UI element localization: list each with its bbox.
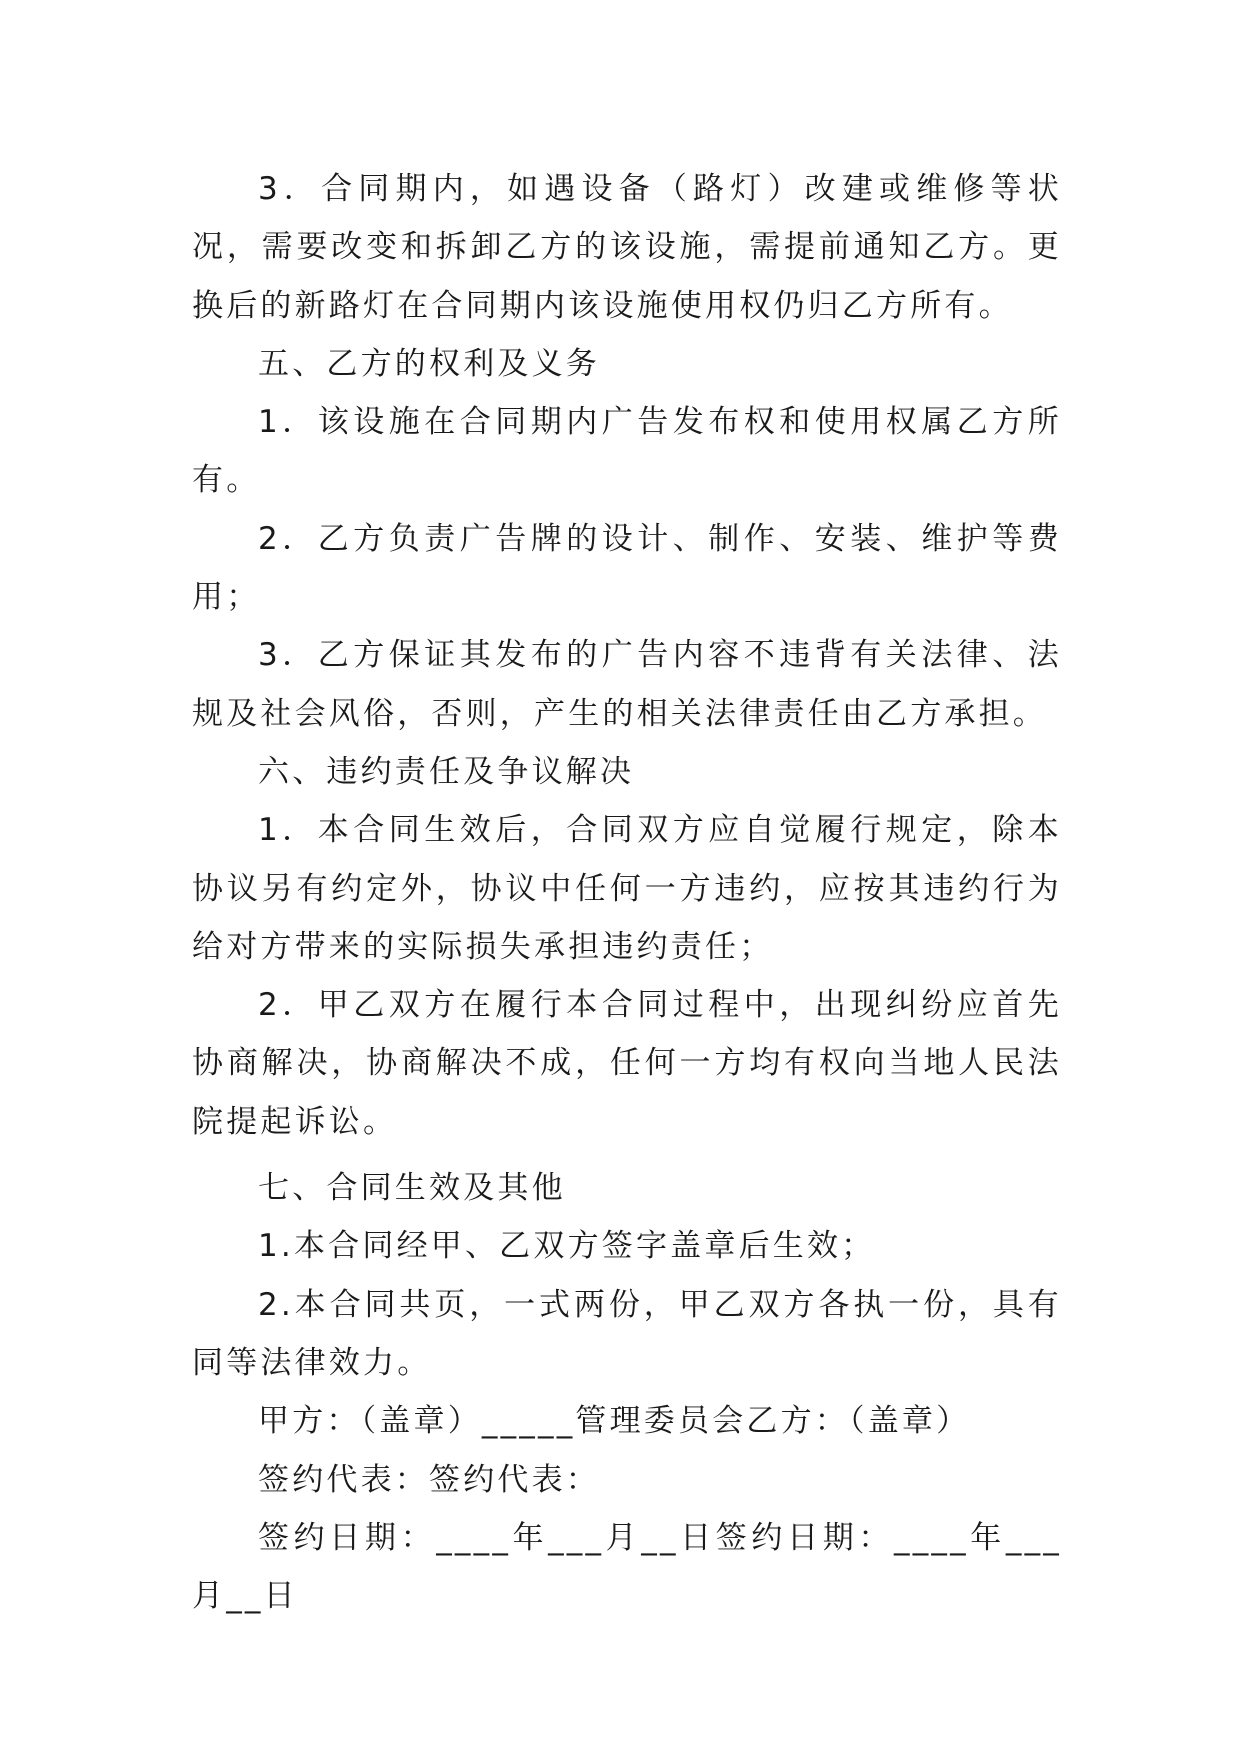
clause-5-2: 2．乙方负责广告牌的设计、制作、安装、维护等费用；: [192, 520, 1062, 616]
clause-6-1: 1．本合同生效后，合同双方应自觉履行规定，除本协议另有约定外，协议中任何一方违约，应按其违约行为给对方带来的实际损失承担违约责任；: [192, 812, 1062, 965]
signature-party-line: 甲方：（盖章）_____管理委员会乙方：（盖章）: [258, 1403, 971, 1440]
section-heading-7: 七、合同生效及其他: [258, 1170, 566, 1207]
contract-body: [192, 160, 1062, 1625]
clause-5-1: 1．该设施在合同期内广告发布权和使用权属乙方所有。: [192, 404, 1062, 499]
clause-5-3: 3．乙方保证其发布的广告内容不违背有关法律、法规及社会风俗，否则，产生的相关法律责任由乙方承担。: [192, 637, 1062, 732]
section-heading-5: 五、乙方的权利及义务: [258, 345, 600, 382]
section-heading-6: 六、违约责任及争议解决: [258, 753, 635, 790]
clause-6-2: 2．甲乙双方在履行本合同过程中，出现纠纷应首先协商解决，协商解决不成，任何一方均有权向当地人民法院提起诉讼。: [192, 987, 1062, 1140]
signature-representative-line: 签约代表：签约代表：: [258, 1461, 600, 1498]
spacer: [192, 1151, 1062, 1159]
signature-date-line: 签约日期：____年___月__日签约日期：____年___月__日: [192, 1519, 1062, 1615]
clause-7-2: 2.本合同共页，一式两份，甲乙双方各执一份，具有同等法律效力。: [192, 1286, 1062, 1381]
clause-7-1: 1.本合同经甲、乙双方签字盖章后生效；: [258, 1228, 876, 1265]
clause-4-3: 3．合同期内，如遇设备（路灯）改建或维修等状况，需要改变和拆卸乙方的该设施，需提前通知乙方。更换后的新路灯在合同期内该设施使用权仍归乙方所有。: [192, 171, 1062, 324]
